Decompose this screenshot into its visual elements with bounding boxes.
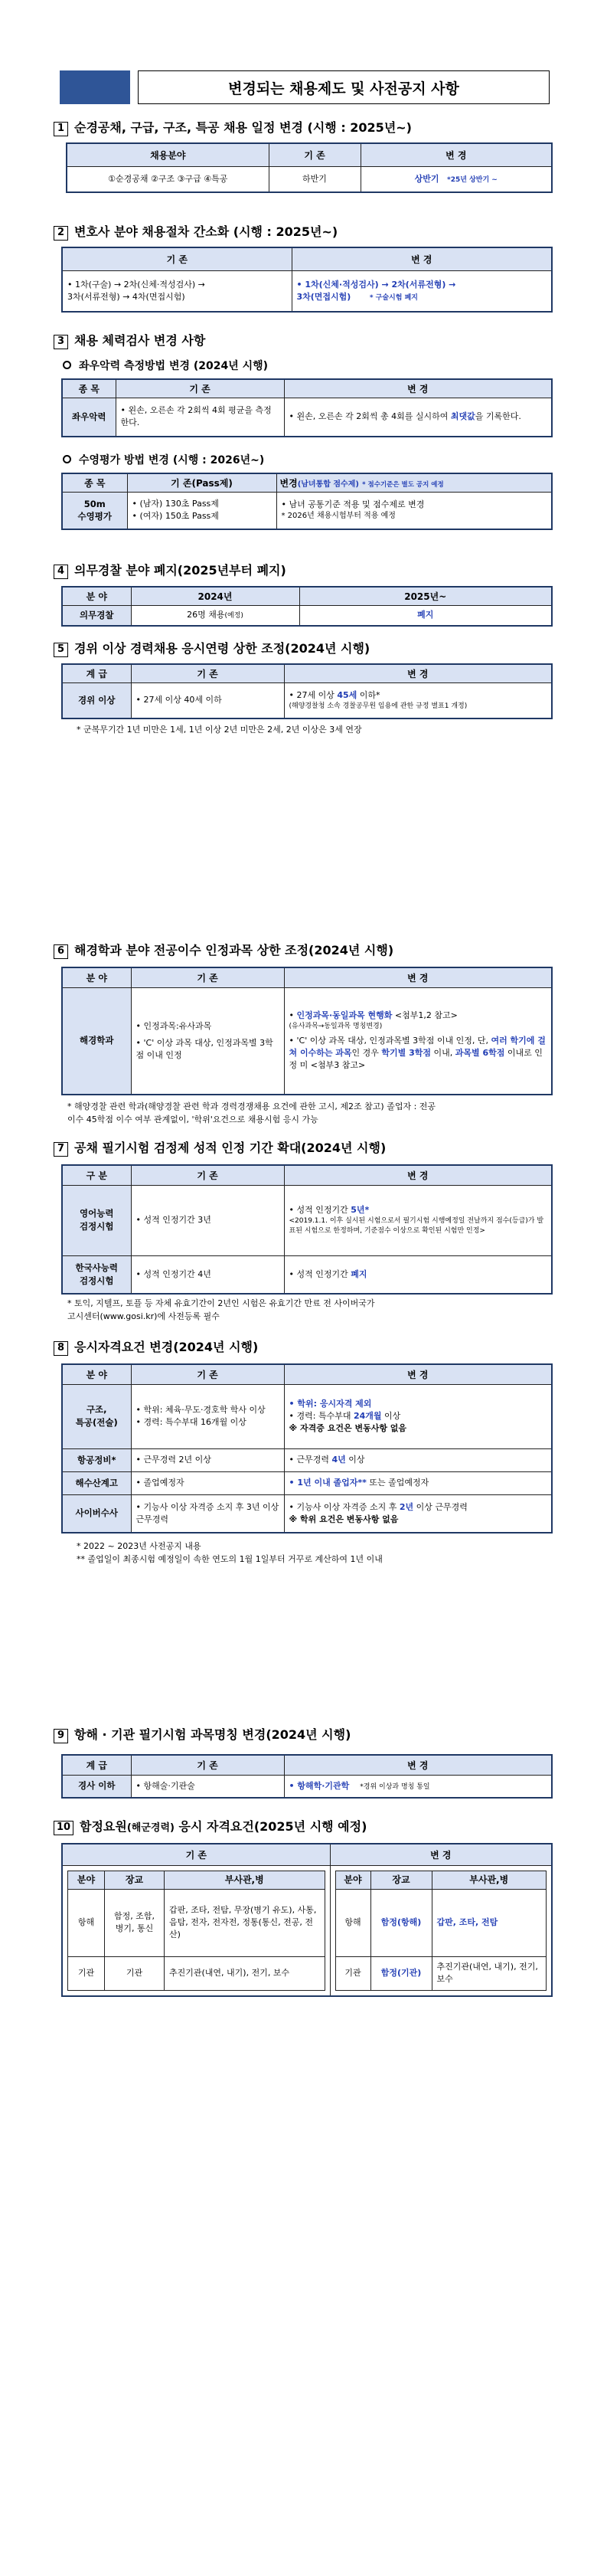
section-number: 7 bbox=[54, 1142, 68, 1157]
bullet-circle-icon bbox=[63, 361, 71, 369]
section-8-heading bbox=[54, 1337, 258, 1356]
subsection-swim-heading bbox=[63, 452, 264, 467]
test-score-validity-table bbox=[61, 1164, 553, 1295]
col-header: 변 경 bbox=[292, 247, 552, 270]
col-header: 기 존(Pass제) bbox=[127, 473, 276, 493]
col-header: 변 경 bbox=[284, 1364, 552, 1384]
text-span: • 왼손, 오른손 각 2회씩 총 4회를 실시하여 bbox=[289, 411, 451, 422]
section-number: 6 bbox=[54, 944, 68, 959]
table-row bbox=[68, 1956, 325, 1990]
col-header: 기 존 bbox=[116, 379, 284, 398]
text-span: • 기능사 이상 자격증 소지 후 bbox=[289, 1501, 400, 1512]
col-header: 기 존 bbox=[269, 143, 361, 166]
subsection-title: 좌우악력 측정방법 변경 (2024년 시행) bbox=[79, 360, 269, 372]
age-limit-table bbox=[61, 663, 553, 719]
cell-after bbox=[276, 493, 552, 529]
cell-before: • 근무경력 2년 이상 bbox=[131, 1448, 284, 1471]
text-span: <첨부1,2 참고> bbox=[392, 1010, 458, 1021]
cell-label bbox=[62, 1255, 131, 1294]
section-4-heading bbox=[54, 561, 286, 579]
cell-officer: 함정(기관) bbox=[370, 1956, 432, 1990]
page-header bbox=[60, 70, 550, 104]
text-span: 또는 졸업예정자 bbox=[366, 1478, 429, 1488]
grip-strength-table bbox=[61, 378, 553, 437]
after-note: * 구술시험 폐지 bbox=[369, 293, 418, 302]
cell-after bbox=[330, 1865, 552, 1996]
cell-after bbox=[284, 1775, 552, 1798]
table-row bbox=[67, 166, 552, 192]
text-line: 이수 45학점 이수 여부 관계없이, '학위'요건으로 채용시험 응시 가능 bbox=[67, 1115, 318, 1125]
footnote bbox=[67, 1100, 436, 1126]
section-title: 항해 · 기관 필기시험 과목명칭 변경(2024년 시행) bbox=[74, 1727, 351, 1742]
text-span: 을 기록한다. bbox=[475, 411, 521, 422]
table-row bbox=[62, 1384, 552, 1448]
col-header: 변 경 bbox=[284, 664, 552, 683]
text-span: 학기별 3학점 bbox=[381, 1048, 432, 1059]
text-line: (유사과목→동일과목 명칭변경) bbox=[289, 1023, 383, 1031]
section-number: 9 bbox=[54, 1729, 68, 1743]
cell-field: 항해 bbox=[68, 1889, 105, 1956]
cell-field: 의무경찰 bbox=[62, 606, 131, 626]
text-line: • 1차(구술) → 2차(신체·적성검사) → bbox=[67, 279, 205, 290]
text-line: 3차(면접시험) bbox=[296, 291, 351, 302]
text-span: • 항해학·기관학 bbox=[289, 1780, 350, 1791]
cell-field: 항해 bbox=[335, 1889, 370, 1956]
table-row bbox=[62, 1471, 552, 1494]
cell-before bbox=[131, 987, 284, 1095]
table-row bbox=[62, 1185, 552, 1255]
text-span: 최댓값 bbox=[450, 411, 475, 422]
cell-rank: 경사 이하 bbox=[62, 1775, 131, 1798]
table-row bbox=[62, 1494, 552, 1533]
conscript-police-table bbox=[61, 586, 553, 627]
col-header: 장교 bbox=[370, 1871, 432, 1889]
text-span: 26명 채용 bbox=[187, 610, 225, 620]
text-span: • 근무경력 bbox=[289, 1455, 332, 1465]
eligibility-table bbox=[61, 1363, 553, 1533]
text-span: 과목별 6학점 bbox=[455, 1048, 505, 1059]
cell-before bbox=[62, 1865, 330, 1996]
text-span: • 경력: 특수부대 bbox=[289, 1411, 354, 1422]
cell-after bbox=[284, 1471, 552, 1494]
cell-officer: 함정(항해) bbox=[370, 1889, 432, 1956]
text-span: 24개월 bbox=[353, 1411, 382, 1422]
text-line: * 2026년 채용시험부터 적용 예정 bbox=[281, 511, 396, 520]
table-row bbox=[68, 1889, 325, 1956]
text-line: • 남녀 공통기준 적용 및 점수제로 변경 bbox=[281, 499, 425, 510]
schedule-table bbox=[66, 142, 553, 193]
subject-name-table bbox=[61, 1754, 553, 1799]
cell-nco: 추진기관(내연, 내기), 전기, 보수 bbox=[165, 1956, 325, 1990]
section-title: 의무경찰 분야 폐지(2025년부터 폐지) bbox=[74, 563, 286, 578]
section-10-heading bbox=[54, 1817, 367, 1835]
major-credits-table bbox=[61, 967, 553, 1095]
cell-officer: 함정, 조함, 병기, 통신 bbox=[105, 1889, 165, 1956]
col-header: 부사관,병 bbox=[432, 1871, 547, 1889]
col-header: 기 존 bbox=[131, 1364, 284, 1384]
cell-after bbox=[284, 683, 552, 718]
col-header: 분 야 bbox=[62, 1364, 131, 1384]
text-line: • 'C' 이상 과목 대상, 인정과목별 3학점 이내 인정 bbox=[135, 1037, 273, 1060]
text-line: • 인정과목:유사과목 bbox=[135, 1020, 212, 1031]
cell-before: • 졸업예정자 bbox=[131, 1471, 284, 1494]
section-title: 경위 이상 경력채용 응시연령 상한 조정(2024년 시행) bbox=[74, 641, 370, 656]
text-span: 2년 bbox=[399, 1501, 414, 1512]
section-title: 변호사 분야 채용절차 간소화 (시행 : 2025년~) bbox=[74, 224, 338, 239]
section-title: 채용 체력검사 변경 사항 bbox=[74, 333, 206, 348]
section-7-heading bbox=[54, 1138, 386, 1157]
text-line: • (여자) 150초 Pass제 bbox=[132, 511, 219, 522]
text-line: 수영평가 bbox=[77, 511, 112, 522]
text-span: • 27세 이상 bbox=[289, 689, 338, 700]
table-row bbox=[62, 1255, 552, 1294]
text-line: • (남자) 130초 Pass제 bbox=[132, 499, 219, 509]
section-title: 응시자격요건 변경(2024년 시행) bbox=[74, 1340, 259, 1354]
after-value: 상반기 bbox=[414, 173, 439, 184]
table-row bbox=[62, 987, 552, 1095]
text-line: 검정시험 bbox=[80, 1275, 114, 1286]
text-line: * 토익, 지텔프, 토플 등 자체 유효기간이 2년인 시험은 유효기간 만료 전 사이버국가 bbox=[67, 1298, 375, 1308]
col-header: 분야 bbox=[335, 1871, 370, 1889]
table-row bbox=[335, 1889, 547, 1956]
text-span: 이상 bbox=[345, 1455, 365, 1465]
cell-after bbox=[284, 398, 552, 437]
text-span: 5년* bbox=[351, 1205, 370, 1216]
section-title: 해경학과 분야 전공이수 인정과목 상한 조정(2024년 시행) bbox=[74, 943, 394, 957]
table-row bbox=[335, 1956, 547, 1990]
table-row bbox=[62, 1448, 552, 1471]
cell-label: 구조, 특공(전술) bbox=[62, 1384, 131, 1448]
header-note: * 점수기준은 별도 공지 예정 bbox=[362, 481, 444, 489]
section-number: 4 bbox=[54, 565, 68, 579]
text-span: 4년 bbox=[331, 1455, 346, 1465]
text-span: 이내로 인정 미 <첨부3 참고> bbox=[289, 1048, 543, 1071]
text-span: • 성적 인정기간 bbox=[289, 1205, 351, 1216]
text-span: 이상 근무경력 bbox=[413, 1501, 468, 1512]
section-9-heading bbox=[54, 1725, 351, 1743]
cell-rank: 경위 이상 bbox=[62, 683, 131, 718]
text-span: (예정) bbox=[224, 612, 243, 620]
cell-before: • 왼손, 오른손 각 2회씩 4회 평균을 측정한다. bbox=[116, 398, 284, 437]
cell-after bbox=[284, 987, 552, 1095]
col-header: 계 급 bbox=[62, 664, 131, 683]
text-line: ** 졸업일이 최종시험 예정일이 속한 연도의 1월 1일부터 거꾸로 계산하여 1년 이내 bbox=[77, 1554, 383, 1565]
col-header: 분야 bbox=[68, 1871, 105, 1889]
text-span: 이상 bbox=[381, 1411, 401, 1422]
col-header: 변 경 bbox=[284, 1165, 552, 1185]
text-line: 50m bbox=[83, 498, 106, 509]
text-span: 인 경우 bbox=[351, 1048, 382, 1059]
cell-nco: 추진기관(내연, 내기), 전기, 보수 bbox=[432, 1956, 547, 1990]
col-header: 채용분야 bbox=[67, 143, 269, 166]
cell-item bbox=[62, 493, 127, 529]
text-span: 폐지 bbox=[351, 1268, 367, 1279]
section-6-heading bbox=[54, 941, 393, 959]
section-1-heading bbox=[54, 118, 412, 136]
table-row bbox=[62, 493, 552, 529]
table-row bbox=[62, 683, 552, 718]
text-line: 영어능력 bbox=[80, 1208, 114, 1219]
text-span: 인정과목·동일과목 현행화 bbox=[296, 1010, 393, 1021]
text-line: 고시센터(www.gosi.kr)에 사전등록 필수 bbox=[67, 1311, 220, 1322]
subsection-grip-heading bbox=[63, 358, 268, 373]
section-number: 2 bbox=[54, 226, 68, 241]
text-line: * 해양경찰 관련 학과(해양경찰 관련 학과 경력경쟁채용 요건에 관한 고시, 제2조 참고) 졸업자 : 전공 bbox=[67, 1101, 436, 1111]
table-row bbox=[62, 1775, 552, 1798]
text-span: • bbox=[289, 1010, 297, 1021]
after-note: <2019.1.1. 이후 실시된 시험으로서 필기시험 시행예정일 전날까지 점수(등급)가 발표된 시험으로 한정하며, 기준점수 이상으로 확인된 시험만 인정> bbox=[289, 1217, 544, 1235]
col-header: 기 존 bbox=[131, 1755, 284, 1775]
cell-item: 좌우악력 bbox=[62, 398, 116, 437]
section-5-heading bbox=[54, 639, 370, 657]
header-note: (남녀통합 점수제) bbox=[297, 480, 359, 489]
cell-before: • 학위: 체육·무도·경호학 학사 이상 • 경력: 특수부대 16개월 이상 bbox=[131, 1384, 284, 1448]
text-span: • 'C' 이상 과목 대상, 인정과목별 3학점 이내 인정, 단, bbox=[289, 1036, 491, 1046]
section-number: 3 bbox=[54, 335, 68, 349]
col-header: 2024년 bbox=[131, 587, 299, 606]
after-note: *경위 이상과 명칭 통일 bbox=[360, 1782, 430, 1791]
text-line: * 2022 ~ 2023년 사전공지 내용 bbox=[77, 1541, 201, 1551]
cell-before bbox=[62, 270, 292, 312]
col-header: 변 경 bbox=[330, 1844, 552, 1865]
cell-nco: 갑판, 조타, 전탐, 무장(병기 유도), 사통, 음탐, 전자, 전자전, 정통(통신, 전공, 전산) bbox=[165, 1889, 325, 1956]
cell-field: 기관 bbox=[335, 1956, 370, 1990]
col-header: 계 급 bbox=[62, 1755, 131, 1775]
section-title: 순경공채, 구급, 구조, 특공 채용 일정 변경 (시행 : 2025년~) bbox=[74, 120, 412, 135]
table-row bbox=[62, 606, 552, 626]
cell-before: • 성적 인정기간 3년 bbox=[131, 1185, 284, 1255]
cell-after: 폐지 bbox=[299, 606, 552, 626]
col-header: 종 목 bbox=[62, 473, 127, 493]
cell-after bbox=[284, 1384, 552, 1448]
col-header: 분 야 bbox=[62, 587, 131, 606]
cell-after bbox=[284, 1255, 552, 1294]
footnote: * 군복무기간 1년 미만은 1세, 1년 이상 2년 미만은 2세, 2년 이상은 3세 연장 bbox=[77, 725, 362, 735]
section-number: 8 bbox=[54, 1341, 68, 1356]
table-row bbox=[62, 1865, 552, 1996]
cell-field: ①순경공채 ②구조 ③구급 ④특공 bbox=[67, 166, 269, 192]
cell-before bbox=[131, 606, 299, 626]
before-inner-table bbox=[67, 1871, 325, 1991]
cell-label bbox=[62, 1185, 131, 1255]
section-number: 1 bbox=[54, 122, 68, 136]
ship-crew-table bbox=[61, 1843, 553, 1997]
col-header: 장교 bbox=[105, 1871, 165, 1889]
section-title: (해군경력) bbox=[126, 1822, 175, 1834]
text-span: 이하* bbox=[357, 689, 380, 700]
section-title: 함정요원 bbox=[80, 1819, 127, 1834]
section-3-heading bbox=[54, 331, 205, 349]
cell-after bbox=[292, 270, 552, 312]
text-line: ※ 학위 요건은 변동사항 없음 bbox=[289, 1514, 399, 1524]
col-header: 기 존 bbox=[131, 664, 284, 683]
section-title: 공채 필기시험 검정제 성적 인정 기간 확대(2024년 시행) bbox=[74, 1141, 387, 1155]
col-header: 종 목 bbox=[62, 379, 116, 398]
cell-after bbox=[361, 166, 552, 192]
text-span: 이내, bbox=[431, 1048, 455, 1059]
col-header: 변 경 bbox=[284, 967, 552, 987]
cell-after bbox=[284, 1185, 552, 1255]
text-line: • 학위: 응시자격 제외 bbox=[289, 1399, 372, 1409]
section-number: 5 bbox=[54, 643, 68, 657]
cell-before bbox=[127, 493, 276, 529]
text-line: ※ 자격증 요건은 변동사항 없음 bbox=[289, 1422, 407, 1433]
cell-before: • 기능사 이상 자격증 소지 후 3년 이상 근무경력 bbox=[131, 1494, 284, 1533]
col-header: 기 존 bbox=[62, 1844, 330, 1865]
text-line: 한국사능력 bbox=[75, 1262, 119, 1274]
cell-officer: 기관 bbox=[105, 1956, 165, 1990]
cell-label: 사이버수사 bbox=[62, 1494, 131, 1533]
cell-field: 해경학과 bbox=[62, 987, 131, 1095]
cell-label: 해수산계고 bbox=[62, 1471, 131, 1494]
after-note: *25년 상반기 ~ bbox=[447, 175, 498, 184]
text-span: 여러 학기에 걸쳐 이수하는 과목 bbox=[289, 1036, 546, 1059]
page-title: 변경되는 채용제도 및 사전공지 사항 bbox=[138, 70, 550, 104]
col-header: 분 야 bbox=[62, 967, 131, 987]
cell-after bbox=[284, 1494, 552, 1533]
section-2-heading bbox=[54, 222, 338, 241]
text-line: 3차(서류전형) → 4차(면접시험) bbox=[67, 291, 185, 302]
text-line: 검정시험 bbox=[80, 1221, 114, 1232]
subsection-title: 수영평가 방법 변경 (시행 : 2026년~) bbox=[79, 454, 265, 466]
col-header: 변 경 bbox=[284, 379, 552, 398]
text-span: • 1년 이내 졸업자** bbox=[289, 1478, 367, 1488]
col-header: 변 경 bbox=[361, 143, 552, 166]
swimming-table bbox=[61, 473, 553, 530]
cell-before: 하반기 bbox=[269, 166, 361, 192]
text-span: 45세 bbox=[337, 689, 357, 700]
footnote bbox=[77, 1540, 383, 1566]
text-span: • 성적 인정기간 bbox=[289, 1268, 351, 1279]
col-header: 기 존 bbox=[62, 247, 292, 270]
title-accent-block bbox=[60, 70, 130, 104]
cell-nco: 갑판, 조타, 전탐 bbox=[432, 1889, 547, 1956]
col-header: 기 존 bbox=[131, 1165, 284, 1185]
cell-before: • 성적 인정기간 4년 bbox=[131, 1255, 284, 1294]
cell-after bbox=[284, 1448, 552, 1471]
cell-before: • 항해술·기관술 bbox=[131, 1775, 284, 1798]
col-header: 변 경 bbox=[284, 1755, 552, 1775]
col-header: 부사관,병 bbox=[165, 1871, 325, 1889]
table-row bbox=[62, 398, 552, 437]
cell-before: • 27세 이상 40세 이하 bbox=[131, 683, 284, 718]
lawyer-procedure-table bbox=[61, 247, 553, 313]
section-number: 10 bbox=[54, 1821, 73, 1835]
table-row bbox=[62, 270, 552, 312]
after-inner-table bbox=[335, 1871, 547, 1991]
after-note: (해양경찰청 소속 경찰공무원 임용에 관한 규정 별표1 개정) bbox=[289, 702, 468, 710]
header-text: 변경 bbox=[279, 478, 298, 489]
col-header bbox=[276, 473, 552, 493]
section-title: 응시 자격요건(2025년 시행 예정) bbox=[174, 1819, 367, 1834]
cell-field: 기관 bbox=[68, 1956, 105, 1990]
text-line: • 1차(신체·적성검사) → 2차(서류전형) → bbox=[296, 279, 456, 290]
col-header: 구 분 bbox=[62, 1165, 131, 1185]
col-header: 기 존 bbox=[131, 967, 284, 987]
bullet-circle-icon bbox=[63, 455, 71, 463]
cell-label: 항공정비* bbox=[62, 1448, 131, 1471]
col-header: 2025년~ bbox=[299, 587, 552, 606]
footnote bbox=[67, 1297, 374, 1323]
